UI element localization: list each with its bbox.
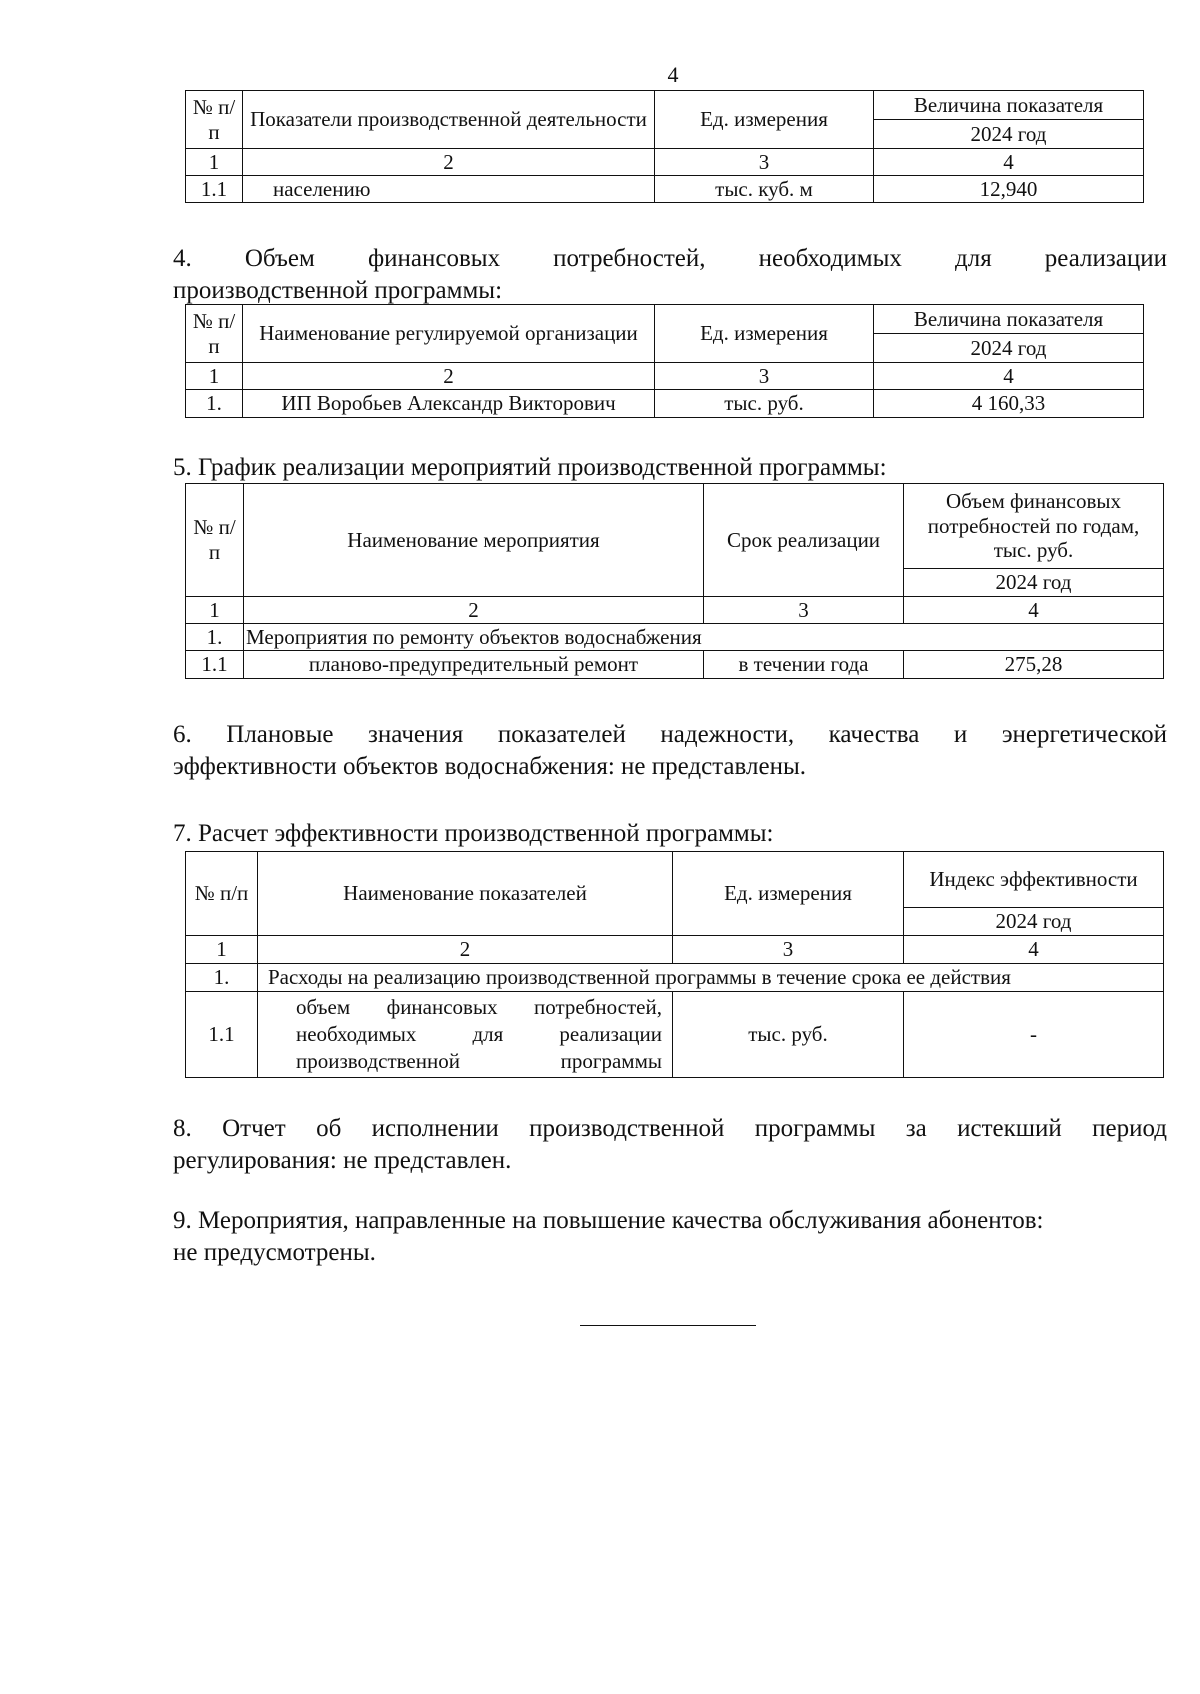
section-4-line-2: производственной программы:: [173, 277, 503, 304]
row-value: 12,940: [874, 176, 1144, 203]
row-unit: тыс. куб. м: [655, 176, 874, 203]
index-cell: 4: [904, 936, 1164, 964]
index-cell: 1: [186, 936, 258, 964]
index-cell: 3: [655, 363, 874, 390]
row-num: 1.1: [186, 651, 244, 679]
index-cell: 3: [655, 149, 874, 176]
header-value: Величина показателя: [874, 305, 1144, 334]
financial-needs-table: [185, 304, 1144, 418]
group-name: Расходы на реализацию производственной программы в течение срока ее действия: [258, 964, 1164, 992]
row-num: 1.1: [186, 176, 243, 203]
index-cell: 2: [258, 936, 673, 964]
header-value: Индекс эффективности: [904, 852, 1164, 908]
index-cell: 4: [874, 149, 1144, 176]
header-year: 2024 год: [874, 334, 1144, 363]
group-num: 1.: [186, 964, 258, 992]
header-unit: Ед. измерения: [655, 305, 874, 363]
table-group-row: [186, 964, 1164, 992]
header-num: № п/п: [186, 852, 258, 936]
row-unit: тыс. руб.: [655, 390, 874, 418]
index-cell: 3: [673, 936, 904, 964]
index-cell: 1: [186, 363, 243, 390]
index-cell: 2: [243, 149, 655, 176]
row-term: в течении года: [704, 651, 904, 679]
index-cell: 4: [874, 363, 1144, 390]
row-name: населению: [243, 176, 655, 203]
row-value: -: [904, 992, 1164, 1078]
row-num: 1.1: [186, 992, 258, 1078]
table-group-row: [186, 624, 1164, 651]
row-name: планово-предупредительный ремонт: [244, 651, 704, 679]
section-5-title: 5. График реализации мероприятий производственной программы:: [173, 454, 887, 481]
section-8-line-2: регулирования: не представлен.: [173, 1147, 512, 1174]
end-divider: [580, 1325, 756, 1326]
row-name: ИП Воробьев Александр Викторович: [243, 390, 655, 418]
header-year: 2024 год: [874, 120, 1144, 149]
section-8-line-1: 8. Отчет об исполнении производственной программы за истекший период: [173, 1115, 1167, 1142]
header-num: № п/п: [186, 484, 244, 597]
row-name: объем финансовых потребностей, необходимых для реализации производственной программы: [258, 992, 673, 1078]
section-8-text: [173, 1113, 1167, 1177]
row-value: 4 160,33: [874, 390, 1144, 418]
header-year: 2024 год: [904, 569, 1164, 597]
table-row: [186, 176, 1144, 203]
index-cell: 4: [904, 597, 1164, 624]
header-indicator-name: Показатели производственной деятельности: [243, 91, 655, 149]
section-6-line-1: 6. Плановые значения показателей надежности, качества и энергетической: [173, 721, 1167, 748]
header-value: Объем финансовых потребностей по годам, тыс. руб.: [904, 484, 1164, 569]
row-num: 1.: [186, 390, 243, 418]
table-row: [186, 651, 1164, 679]
header-num: № п/п: [186, 305, 243, 363]
section-6-text: [173, 719, 1167, 783]
header-org-name: Наименование регулируемой организации: [243, 305, 655, 363]
schedule-table: [185, 483, 1164, 679]
header-term: Срок реализации: [704, 484, 904, 597]
section-9-text: [173, 1205, 1167, 1269]
table-row: [186, 390, 1144, 418]
section-7-text: [173, 818, 1167, 850]
index-cell: 1: [186, 149, 243, 176]
section-5-text: [173, 452, 1167, 484]
group-num: 1.: [186, 624, 244, 651]
index-cell: 2: [244, 597, 704, 624]
header-event-name: Наименование мероприятия: [244, 484, 704, 597]
section-6-line-2: эффективности объектов водоснабжения: не представлены.: [173, 753, 806, 780]
row-value: 275,28: [904, 651, 1164, 679]
header-unit: Ед. измерения: [655, 91, 874, 149]
production-indicators-table: [185, 90, 1144, 203]
section-9-line-2: не предусмотрены.: [173, 1239, 376, 1266]
section-7-title: 7. Расчет эффективности производственной программы:: [173, 820, 774, 847]
header-indicator-name: Наименование показателей: [258, 852, 673, 936]
header-value: Величина показателя: [874, 91, 1144, 120]
section-4-text: [173, 243, 1167, 307]
row-unit: тыс. руб.: [673, 992, 904, 1078]
page-number: 4: [667, 62, 679, 87]
efficiency-table: [185, 851, 1164, 1078]
group-name: Мероприятия по ремонту объектов водоснабжения: [244, 624, 1164, 651]
section-4-line-1: 4. Объем финансовых потребностей, необходимых для реализации: [173, 245, 1167, 272]
header-num: № п/п: [186, 91, 243, 149]
table-row: [186, 992, 1164, 1078]
header-year: 2024 год: [904, 908, 1164, 936]
index-cell: 1: [186, 597, 244, 624]
section-9-line-1: 9. Мероприятия, направленные на повышение качества обслуживания абонентов:: [173, 1207, 1044, 1234]
header-unit: Ед. измерения: [673, 852, 904, 936]
index-cell: 2: [243, 363, 655, 390]
index-cell: 3: [704, 597, 904, 624]
